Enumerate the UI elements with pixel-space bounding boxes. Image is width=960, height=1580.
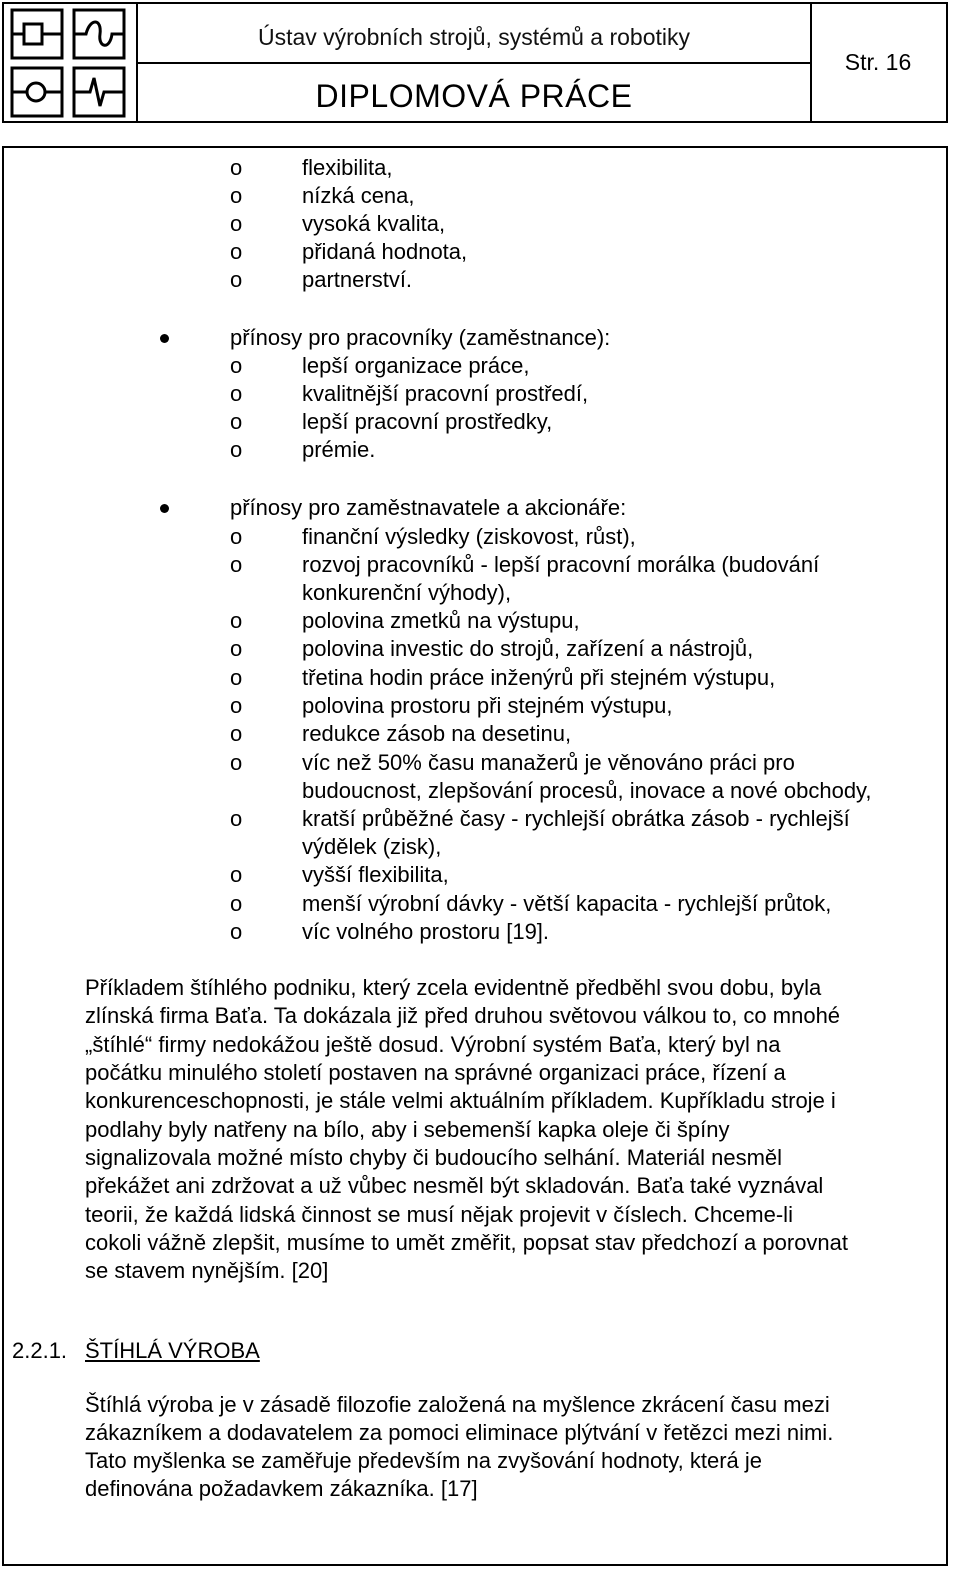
sub-bullet: o	[230, 437, 243, 462]
sub-bullet: o	[230, 524, 243, 549]
list-item: víc než 50% času manažerů je věnováno práci pro	[302, 750, 795, 775]
sub-bullet: o	[230, 891, 243, 916]
paragraph-line: zlínská firma Baťa. Ta dokázala již před druhou světovou válkou to, co mnohé	[85, 1003, 841, 1028]
list-heading: přínosy pro pracovníky (zaměstnance):	[230, 325, 611, 350]
paragraph-line: se stavem nynějším. [20]	[85, 1258, 329, 1283]
institute-logo	[4, 4, 138, 121]
list-item: partnerství.	[302, 267, 413, 292]
list-item: flexibilita,	[302, 155, 393, 180]
sub-bullet: o	[230, 409, 243, 434]
list-item: kvalitnější pracovní prostředí,	[302, 381, 589, 406]
bullet	[160, 504, 169, 513]
page-header	[2, 2, 948, 123]
sub-bullet: o	[230, 552, 243, 577]
paragraph-line: zákazníkem a dodavatelem za pomoci eliminace plýtvání v řetězci mezi nimi.	[85, 1420, 834, 1445]
sub-bullet: o	[230, 806, 243, 831]
list-item-continuation: konkurenční výhody),	[302, 580, 512, 605]
list-item: prémie.	[302, 437, 376, 462]
list-item: redukce zásob na desetinu,	[302, 721, 572, 746]
sub-bullet: o	[230, 721, 243, 746]
list-item: přidaná hodnota,	[302, 239, 468, 264]
paragraph-line: „štíhlé“ firmy nedokážou ještě dosud. Výrobní systém Baťa, který byl na	[85, 1032, 781, 1057]
list-item: finanční výsledky (ziskovost, růst),	[302, 524, 636, 549]
sub-bullet: o	[230, 693, 243, 718]
header-divider	[138, 62, 810, 64]
list-item: kratší průběžné časy - rychlejší obrátka zásob - rychlejší	[302, 806, 850, 831]
paragraph-line: konkurenceschopnosti, je stále velmi aktuálním příkladem. Kupříkladu stroje i	[85, 1088, 836, 1113]
section-number: 2.2.1.	[12, 1338, 68, 1363]
paragraph-line: Tato myšlenka se zaměřuje především na zvyšování hodnoty, která je	[85, 1448, 763, 1473]
list-item: třetina hodin práce inženýrů při stejném výstupu,	[302, 665, 776, 690]
sub-bullet: o	[230, 608, 243, 633]
paragraph-line: cokoli vážně zlepšit, musíme to umět změřit, popsat stav předchozí a porovnat	[85, 1230, 849, 1255]
sub-bullet: o	[230, 665, 243, 690]
sub-bullet: o	[230, 211, 243, 236]
list-item-continuation: výdělek (zisk),	[302, 834, 442, 859]
paragraph-line: podlahy byly natřeny na bílo, aby i sebemenší kapka oleje či špíny	[85, 1117, 730, 1142]
bullet	[160, 334, 169, 343]
page-number: Str. 16	[844, 49, 912, 75]
list-item: polovina prostoru při stejném výstupu,	[302, 693, 673, 718]
sub-bullet: o	[230, 155, 243, 180]
paragraph-line: Štíhlá výroba je v zásadě filozofie založená na myšlence zkrácení času mezi	[85, 1392, 830, 1417]
list-item: polovina zmetků na výstupu,	[302, 608, 580, 633]
sub-bullet: o	[230, 381, 243, 406]
paragraph-line: počátku minulého století postaven na správné organizaci práce, řízení a	[85, 1060, 786, 1085]
list-item: víc volného prostoru [19].	[302, 919, 550, 944]
sub-bullet: o	[230, 353, 243, 378]
paragraph-line: Příkladem štíhlého podniku, který zcela evidentně předběhl svou dobu, byla	[85, 975, 822, 1000]
list-item: nízká cena,	[302, 183, 415, 208]
list-item: polovina investic do strojů, zařízení a nástrojů,	[302, 636, 754, 661]
sub-bullet: o	[230, 183, 243, 208]
sub-bullet: o	[230, 862, 243, 887]
paragraph-line: signalizovala možné místo chyby či budoucího selhání. Materiál nesměl	[85, 1145, 783, 1170]
list-item-continuation: budoucnost, zlepšování procesů, inovace a nové obchody,	[302, 778, 872, 803]
sub-bullet: o	[230, 267, 243, 292]
list-heading: přínosy pro zaměstnavatele a akcionáře:	[230, 495, 627, 520]
sub-bullet: o	[230, 919, 243, 944]
sub-bullet: o	[230, 239, 243, 264]
paragraph-line: definována požadavkem zákazníka. [17]	[85, 1476, 478, 1501]
list-item: lepší pracovní prostředky,	[302, 409, 553, 434]
list-item: vyšší flexibilita,	[302, 862, 449, 887]
section-title: ŠTÍHLÁ VÝROBA	[85, 1338, 260, 1363]
sub-bullet: o	[230, 636, 243, 661]
sub-bullet: o	[230, 750, 243, 775]
institute-name: Ústav výrobních strojů, systémů a robotiky	[257, 24, 691, 50]
list-item: vysoká kvalita,	[302, 211, 446, 236]
list-item: menší výrobní dávky - větší kapacita - rychlejší průtok,	[302, 891, 832, 916]
paragraph-line: překážet ani zdržovat a už vůbec nesměl být skladován. Baťa také vyznával	[85, 1173, 824, 1198]
thesis-title: DIPLOMOVÁ PRÁCE	[315, 78, 633, 114]
paragraph-line: teorii, že každá lidská činnost se musí nějak projevit v číslech. Chceme-li	[85, 1202, 793, 1227]
list-item: rozvoj pracovníků - lepší pracovní morálka (budování	[302, 552, 820, 577]
list-item: lepší organizace práce,	[302, 353, 530, 378]
header-center	[138, 4, 812, 121]
logo-icon	[10, 8, 130, 118]
